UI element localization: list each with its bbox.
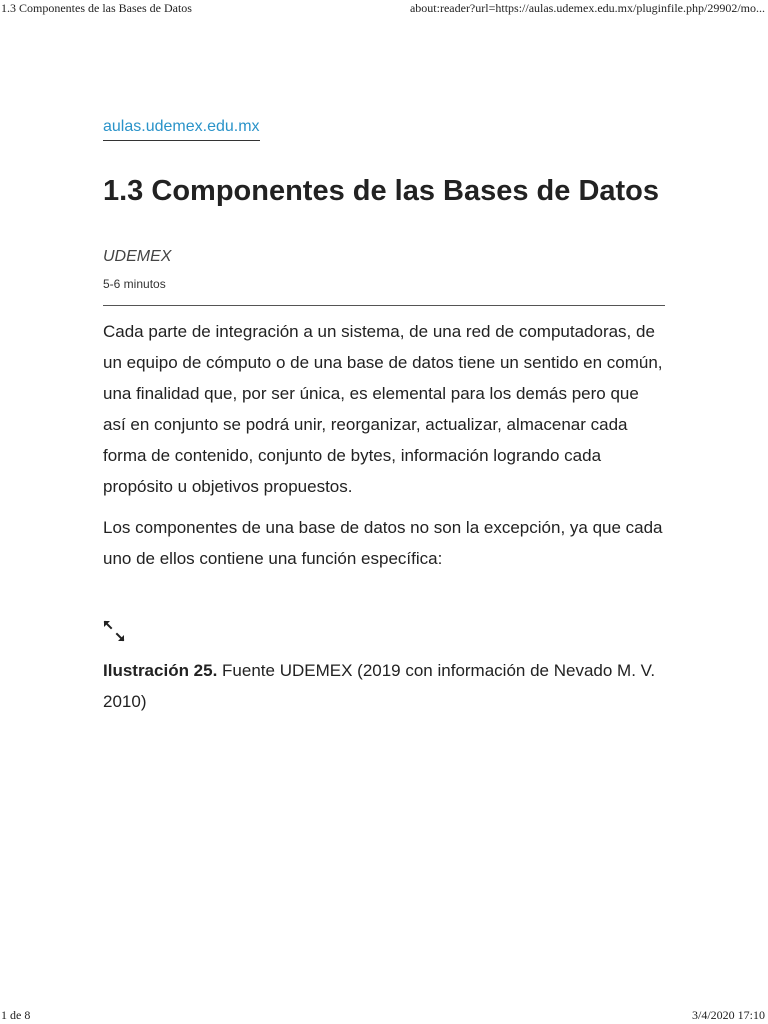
caption-text: Fuente UDEMEX (2019 con información de Nevado M. V. 2010)	[103, 661, 656, 711]
article-content	[103, 316, 665, 717]
article-credits: UDEMEX	[103, 248, 172, 265]
image-caption	[103, 655, 665, 717]
reader-article	[103, 118, 665, 717]
reading-time: 5-6 minutos	[103, 277, 665, 306]
print-datetime: 3/4/2020 17:10	[691, 1008, 765, 1022]
paragraph: Cada parte de integración a un sistema, de una red de computadoras, de un equipo de cómputo o de una base de datos tiene un sentido en común, una finalidad que, por ser única, es elemental para los demás pero que así en conjunto se podrá unir, reorganizar, actualizar, almacenar cada forma de contenido, conjunto de bytes, información logrando cada propósito u objetivos propuestos.	[103, 322, 663, 496]
article-title: 1.3 Componentes de las Bases de Datos	[103, 175, 660, 207]
print-header-url: about:reader?url=https://aulas.udemex.edu.mx/pluginfile.php/29902/mo...	[409, 1, 765, 15]
paragraph: Los componentes de una base de datos no son la excepción, ya que cada uno de ellos contiene una función específica:	[103, 518, 663, 568]
source-domain-link[interactable]: aulas.udemex.edu.mx	[103, 118, 260, 141]
expand-arrows-icon[interactable]	[103, 620, 125, 642]
page-number: 1 de 8	[1, 1008, 31, 1022]
caption-label: Ilustración 25.	[103, 661, 218, 680]
print-header-title: 1.3 Componentes de las Bases de Datos	[1, 1, 192, 15]
